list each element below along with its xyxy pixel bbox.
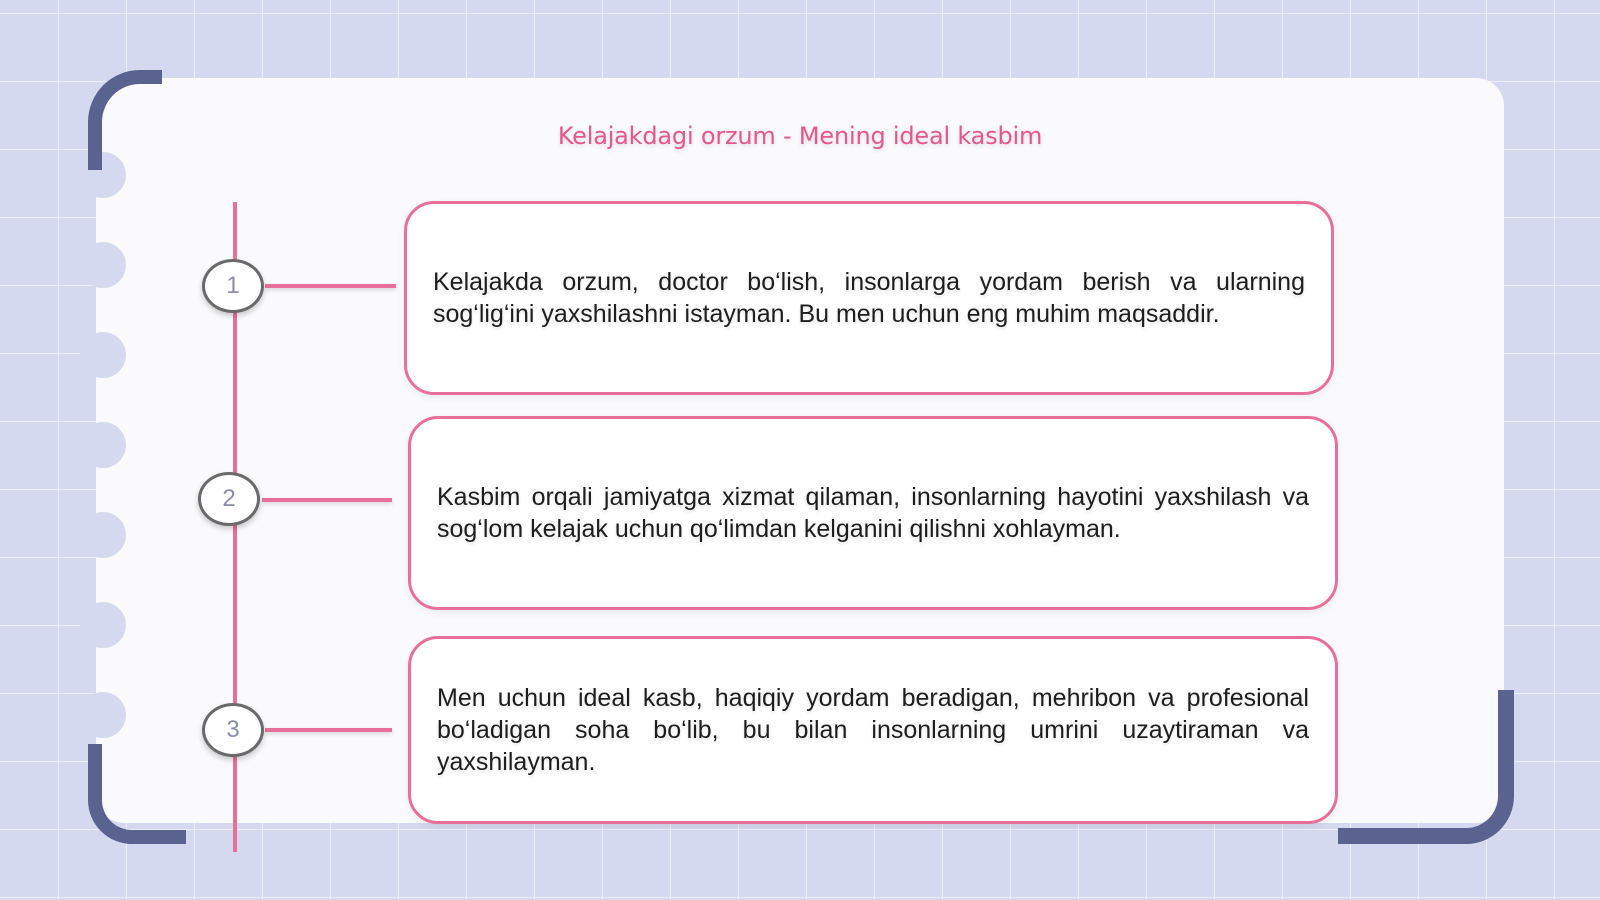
notebook-hole: [80, 602, 126, 648]
corner-bracket-bottom-left: [88, 744, 186, 844]
step-3-box: [408, 636, 1338, 824]
step-3-text: Men uchun ideal kasb, haqiqiy yordam beradigan, mehribon va profesional bo‘ladigan soha bo‘lib, bu bilan insonlarning umrini uzaytiraman va yaxshilayman.: [437, 684, 1309, 776]
notebook-hole: [80, 512, 126, 558]
corner-bracket-top-left: [88, 70, 162, 170]
step-2-text: Kasbim orqali jamiyatga xizmat qilaman, insonlarning hayotini yaxshilash va sog‘lom kelajak uchun qo‘limdan kelganini qilishni xohlayman.: [437, 483, 1309, 543]
step-3-number: 3: [202, 703, 264, 757]
step-3-connector: [265, 728, 392, 732]
corner-bracket-bottom-right: [1338, 690, 1514, 844]
notebook-hole: [80, 692, 126, 738]
notebook-hole: [80, 242, 126, 288]
step-1-number: 1: [202, 259, 264, 313]
step-2-box: [408, 416, 1338, 610]
step-1-connector: [265, 284, 396, 288]
step-2-number: 2: [198, 472, 260, 526]
slide-title: Kelajakdagi orzum - Mening ideal kasbim: [557, 122, 1043, 150]
step-2-connector: [262, 498, 392, 502]
notebook-hole: [80, 422, 126, 468]
step-1-box: [404, 201, 1334, 395]
notebook-hole: [80, 332, 126, 378]
step-1-text: Kelajakda orzum, doctor bo‘lish, insonlarga yordam berish va ularning sog‘lig‘ini yaxshilashni istayman. Bu men uchun eng muhim maqsaddir.: [433, 268, 1305, 328]
